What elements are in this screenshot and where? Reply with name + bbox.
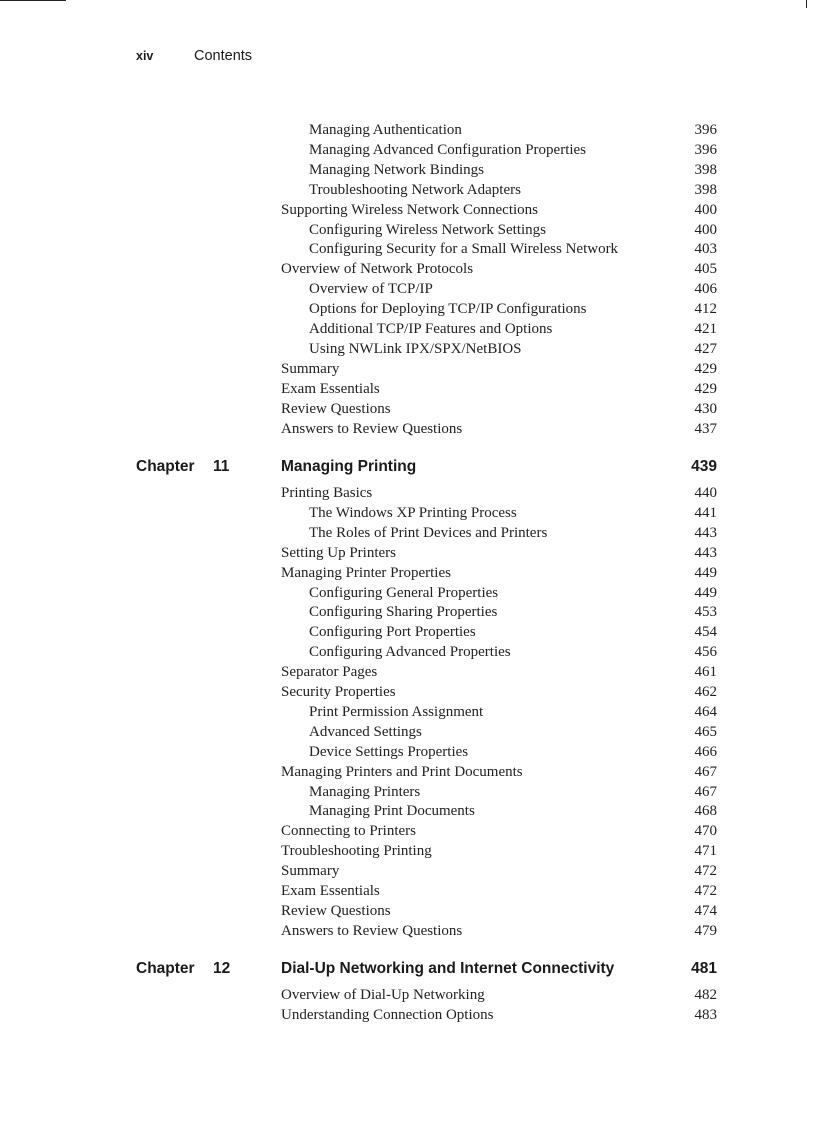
toc-entry-title: Managing Printers and Print Documents <box>281 763 523 780</box>
toc-entry <box>281 861 717 881</box>
toc-entry-page: 412 <box>694 301 717 318</box>
toc-entry <box>309 642 717 662</box>
toc-entry-page: 465 <box>694 723 717 740</box>
toc-entry-page: 461 <box>694 664 717 681</box>
toc-entry <box>309 239 717 259</box>
toc-entry-title: Managing Authentication <box>309 122 462 138</box>
toc-entry <box>309 279 717 299</box>
toc-entry-title: Managing Printer Properties <box>281 564 451 581</box>
toc-entry-title: Print Permission Assignment <box>309 703 484 720</box>
toc-entry-page: 443 <box>694 524 717 541</box>
chapter-page: 439 <box>691 458 717 475</box>
toc-entry-page: 449 <box>694 584 717 601</box>
toc-entry-page: 449 <box>694 564 717 581</box>
toc-entry <box>309 801 717 821</box>
toc-entry-title: Managing Advanced Configuration Properties <box>309 141 587 158</box>
toc-entry-title: Supporting Wireless Network Connections <box>281 201 539 218</box>
toc-entry <box>281 985 717 1005</box>
toc-entry-page: 400 <box>694 221 717 238</box>
toc-entry-page: 443 <box>694 544 717 561</box>
toc-entry-page: 456 <box>694 644 717 661</box>
toc-entry-title: Printing Basics <box>281 485 373 501</box>
toc-entry-page: 467 <box>694 763 717 780</box>
toc-entry-page: 471 <box>694 843 717 860</box>
page-number: xiv <box>136 49 154 63</box>
toc-entry-page: 467 <box>694 783 717 800</box>
toc-entry <box>281 359 717 379</box>
toc-entry <box>309 220 717 240</box>
running-head: Contents <box>194 48 253 64</box>
toc-entry <box>281 682 717 702</box>
toc-entry-page: 398 <box>694 161 717 178</box>
toc-entry-page: 482 <box>694 987 717 1003</box>
toc-entry-title: Using NWLink IPX/SPX/NetBIOS <box>309 340 522 357</box>
toc-entry-title: Managing Print Documents <box>309 803 475 820</box>
toc-entry <box>281 419 717 439</box>
toc-entry-title: Configuring Advanced Properties <box>309 644 511 661</box>
corner-rule <box>0 0 66 1</box>
toc-entry-title: Review Questions <box>281 400 391 417</box>
toc-entry <box>281 379 717 399</box>
toc-entry-title: Overview of Dial-Up Networking <box>281 987 485 1003</box>
toc-entry <box>309 180 717 200</box>
toc-entry-title: Advanced Settings <box>309 723 422 740</box>
toc-entry <box>309 722 717 742</box>
toc-entry-page: 400 <box>694 201 717 218</box>
toc-entry-page: 430 <box>694 400 717 417</box>
crop-mark <box>806 0 807 8</box>
toc-entry-title: Exam Essentials <box>281 883 380 899</box>
toc-entry-title: Troubleshooting Printing <box>281 843 432 860</box>
toc-entry <box>309 523 717 543</box>
toc-entry <box>309 140 717 160</box>
toc-entry-page: 441 <box>694 504 717 521</box>
toc-entry-page: 429 <box>694 360 717 377</box>
toc-entry <box>281 921 717 941</box>
chapter-number: 12 <box>213 960 231 977</box>
toc-entry <box>309 602 717 622</box>
toc-entry-title: Managing Network Bindings <box>309 161 484 178</box>
toc-entry <box>281 821 717 841</box>
toc-entry <box>281 1005 717 1025</box>
toc-entry-page: 403 <box>694 241 717 258</box>
chapter-title: Managing Printing <box>281 458 417 475</box>
toc-entry-page: 398 <box>694 181 717 198</box>
toc-entry <box>309 742 717 762</box>
toc-entry-title: Device Settings Properties <box>309 743 469 760</box>
toc-entry <box>281 200 717 220</box>
toc-entry-page: 483 <box>694 1006 717 1023</box>
toc-entry-page: 479 <box>694 922 717 939</box>
toc-entry <box>281 399 717 419</box>
toc-entry-title: Managing Printers <box>309 783 421 800</box>
toc-entry-title: Separator Pages <box>281 664 378 681</box>
toc-entry-title: Answers to Review Questions <box>281 922 463 939</box>
toc-entry-title: Configuring Security for a Small Wireless Network <box>309 241 619 258</box>
toc-entry <box>281 483 717 503</box>
toc-entry <box>281 662 717 682</box>
toc-entry <box>309 583 717 603</box>
toc-entry <box>281 563 717 583</box>
toc-entry <box>309 702 717 722</box>
toc-entry-page: 472 <box>694 883 717 899</box>
toc-entry-page: 396 <box>694 122 717 138</box>
toc-entry-page: 421 <box>694 321 717 337</box>
toc-entry-page: 396 <box>694 141 717 158</box>
toc-entry-page: 472 <box>694 863 717 880</box>
toc-entry <box>281 901 717 921</box>
chapter-page: 481 <box>691 960 717 977</box>
toc-entry-title: The Roles of Print Devices and Printers <box>309 524 548 541</box>
chapter-heading <box>136 958 717 980</box>
toc-entry-page: 440 <box>694 485 717 501</box>
toc-entry <box>309 319 717 339</box>
toc-entry <box>281 841 717 861</box>
toc-entry-title: Troubleshooting Network Adapters <box>309 181 521 198</box>
toc-entry-title: Overview of Network Protocols <box>281 261 474 278</box>
toc-entry-title: Exam Essentials <box>281 380 380 397</box>
toc-entry-page: 474 <box>694 902 717 919</box>
toc-entry <box>309 299 717 319</box>
toc-entry-title: Summary <box>281 360 340 377</box>
toc-entry-page: 454 <box>694 624 717 641</box>
toc-entry-title: Summary <box>281 863 340 880</box>
toc-entry-title: Overview of TCP/IP <box>309 281 433 298</box>
toc-entry-title: Review Questions <box>281 902 391 919</box>
toc-entry-title: Connecting to Printers <box>281 823 416 840</box>
toc-entry <box>281 762 717 782</box>
chapter-number: 11 <box>213 458 230 475</box>
chapter-title: Dial-Up Networking and Internet Connectivity <box>281 960 615 977</box>
toc-entry <box>281 881 717 901</box>
toc-entry <box>309 160 717 180</box>
toc-entry-title: Answers to Review Questions <box>281 420 463 437</box>
toc-entry-title: Additional TCP/IP Features and Options <box>309 321 553 337</box>
toc-entry-page: 466 <box>694 743 717 760</box>
toc-entry-title: Options for Deploying TCP/IP Configurations <box>309 301 587 318</box>
toc-entry-title: The Windows XP Printing Process <box>309 504 517 521</box>
toc-entry-title: Configuring Port Properties <box>309 624 476 641</box>
toc-entry-title: Understanding Connection Options <box>281 1006 494 1023</box>
toc-entry <box>309 339 717 359</box>
toc-entry-page: 429 <box>694 380 717 397</box>
toc-entry <box>309 622 717 642</box>
toc-entry-page: 405 <box>694 261 717 278</box>
toc-entry-title: Security Properties <box>281 684 396 700</box>
toc-entry-page: 462 <box>694 684 717 700</box>
toc-entry-page: 464 <box>694 703 717 720</box>
toc-entry <box>281 543 717 563</box>
toc-entry-title: Configuring Wireless Network Settings <box>309 221 547 238</box>
toc-entry-page: 468 <box>694 803 717 820</box>
toc-entry-title: Setting Up Printers <box>281 544 396 561</box>
toc-entry <box>309 782 717 802</box>
toc-entry <box>281 259 717 279</box>
chapter-label: Chapter <box>136 458 195 475</box>
toc-entry <box>309 120 717 140</box>
toc-entry-title: Configuring Sharing Properties <box>309 604 498 621</box>
toc-entry <box>309 503 717 523</box>
toc-entry-page: 470 <box>694 823 717 840</box>
toc-entry-page: 437 <box>694 420 717 437</box>
toc-entry-title: Configuring General Properties <box>309 584 499 601</box>
toc-entry-page: 453 <box>694 604 717 621</box>
chapter-label: Chapter <box>136 960 195 977</box>
chapter-heading <box>136 456 717 478</box>
toc-entry-page: 427 <box>694 340 717 357</box>
toc-entry-page: 406 <box>694 281 717 298</box>
page-header <box>136 47 252 65</box>
